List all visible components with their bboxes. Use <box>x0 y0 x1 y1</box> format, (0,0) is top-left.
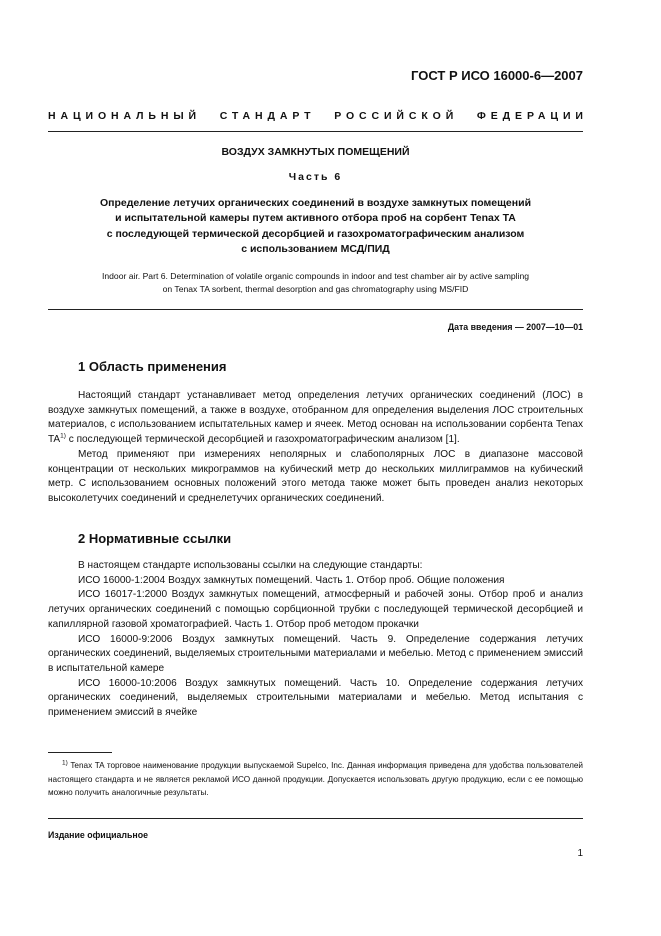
footnote-separator <box>48 752 112 753</box>
normative-reference: ИСО 16000-1:2004 Воздух замкнутых помещений. Часть 1. Отбор проб. Общие положения <box>78 574 505 586</box>
section-2-intro: В настоящем стандарте использованы ссылки на следующие стандарты: <box>78 560 423 571</box>
footer-divider <box>48 818 583 819</box>
section-1-paragraph: Настоящий стандарт устанавливает метод определения летучих органических соединений (ЛОС) в воздухе замкнутых помещений, а также в воздухе, отобранном для определения выделения ЛОС строительных материалов, с использованием испытательных камер и ячеек. Метод основан на использовании сорбента Tenax TA$^{1)}$ с последующей термической десорбцией и газохроматографическим анализом [1]. <box>48 390 583 446</box>
document-title: ВОЗДУХ ЗАМКНУТЫХ ПОМЕЩЕНИЙ <box>221 146 410 158</box>
section-1-heading: 1 Область применения <box>78 359 227 374</box>
banner-word: НАЦИОНАЛЬНЫЙ <box>48 110 201 122</box>
banner-word: ФЕДЕРАЦИИ <box>476 110 588 122</box>
gost-code: ГОСТ Р ИСО 16000-6—2007 <box>411 68 583 83</box>
subtitle-line: с последующей термической десорбцией и газохроматографическим анализом <box>106 227 525 240</box>
banner-word: РОССИЙСКОЙ <box>334 110 459 122</box>
part-number: Часть 6 <box>288 171 343 183</box>
normative-reference: ИСО 16000-9:2006 Воздух замкнутых помещений. Часть 9. Определение содержания летучих органических соединений, выделяемых строительными материалами и мебелью. Метод с применением эмиссий в испытательной камере <box>48 633 583 674</box>
introduction-date: Дата введения — 2007—10—01 <box>447 322 583 332</box>
document-subtitle <box>48 196 583 257</box>
header-divider <box>48 131 583 132</box>
normative-reference: ИСО 16017-1:2000 Воздух замкнутых помещений, атмосферный и рабочей зоны. Отбор проб и анализ летучих органических соединений с помощью сорбционной трубки с последующей термической десорбцией и капиллярной газовой хроматографией. Часть 1. Отбор проб методом прокачки <box>48 589 583 630</box>
subtitle-line: Определение летучих органических соединений в воздухе замкнутых помещений <box>99 197 532 209</box>
subtitle-line: с использованием МСД/ПИД <box>241 242 390 255</box>
national-standard-banner <box>48 110 588 122</box>
title-divider <box>48 309 583 310</box>
subtitle-line: и испытательной камеры путем активного отбора проб на сорбент Tenax TA <box>115 212 516 225</box>
footnote <box>48 759 583 800</box>
normative-reference: ИСО 16000-10:2006 Воздух замкнутых помещений. Часть 10. Определение содержания летучих органических соединений, выделяемых строительными материалами и мебелью. Метод испытания с применением эмиссий в ячейке <box>48 677 583 719</box>
section-1-paragraph: Метод применяют при измерениях неполярных и слабополярных ЛОС в диапазоне массовой концентрации от нескольких микрограммов на кубический метр до нескольких миллиграммов на кубический метр. С использованием основных положений этого метода также может быть проведен анализ некоторых высоколетучих соединений и среднелетучих органических соединений. <box>48 448 583 504</box>
english-title-line: Indoor air. Part 6. Determination of volatile organic compounds in indoor and test chamber air by active sampling <box>101 271 530 281</box>
page-number: 1 <box>577 848 583 859</box>
banner-word: СТАНДАРТ <box>219 110 316 122</box>
english-title-line: on Tenax TA sorbent, thermal desorption and gas chromatography using MS/FID <box>162 284 469 294</box>
section-1-body <box>48 389 583 507</box>
official-edition-label: Издание официальное <box>48 830 148 840</box>
section-2-heading: 2 Нормативные ссылки <box>78 531 232 546</box>
english-title <box>48 270 583 296</box>
footnote-reference: 1) <box>60 432 66 440</box>
footnote-text: Tenax TA торговое наименование продукции выпускаемой Supelco, Inc. Данная информация приведена для удобства пользователей настоящего стандарта и не является рекламой ИСО данной продукции. Допускается использовать другую продукцию, если с ее помощью можно получить аналогичные результаты. <box>48 761 583 797</box>
footnote-mark: 1) <box>62 759 68 767</box>
section-2-body <box>48 559 583 721</box>
